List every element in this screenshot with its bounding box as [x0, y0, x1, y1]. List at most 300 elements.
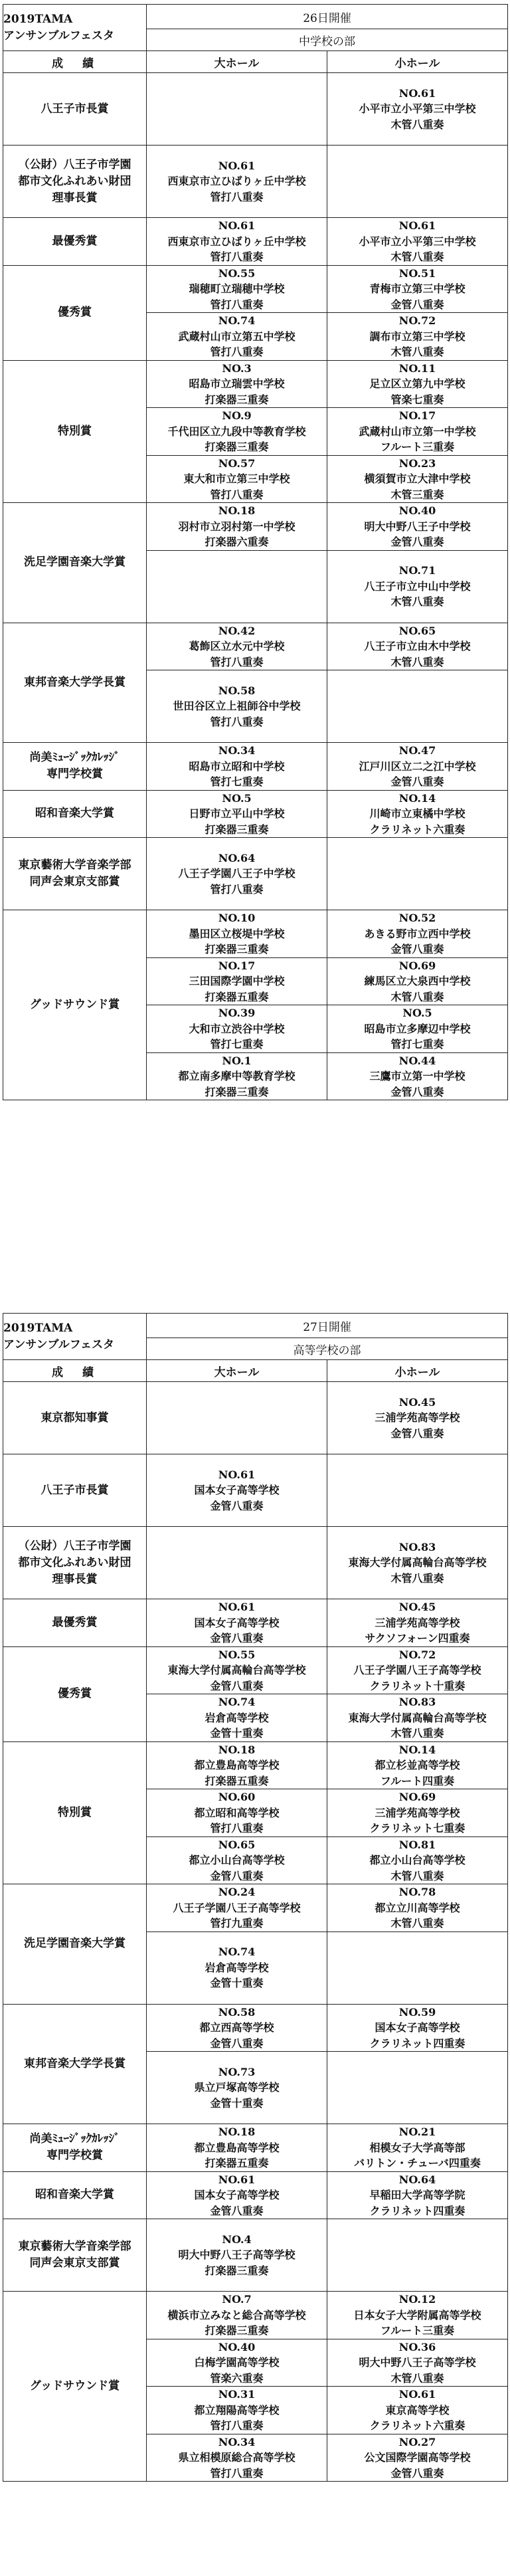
award-name: [3, 146, 147, 218]
ensemble-type: 管打八重奏: [210, 882, 264, 896]
school-name: 東京高等学校: [385, 2403, 450, 2417]
award-name-line: （公財）八王子市学園: [18, 1539, 131, 1553]
entry-number: NO.5: [402, 1007, 432, 1019]
award-name-line: 特別賞: [58, 424, 92, 438]
ensemble-type: 金管八重奏: [390, 943, 444, 955]
award-name: [3, 265, 147, 360]
school-name: 都立西高等学校: [199, 2021, 274, 2034]
small-hall-entry: [327, 2004, 508, 2052]
large-hall-entry: [147, 1646, 327, 1694]
ensemble-type: 打楽器三重奏: [205, 823, 269, 836]
ensemble-type: 金管八重奏: [390, 1085, 444, 1098]
entry-number: NO.1: [222, 1054, 252, 1067]
entry-number: NO.21: [398, 2126, 436, 2138]
ensemble-type: 管打八重奏: [210, 2419, 264, 2432]
school-name: 小平市立小平第三中学校: [359, 235, 476, 248]
large-hall-entry: [147, 1382, 327, 1454]
entry-number: NO.61: [218, 1468, 256, 1481]
award-name: [3, 1454, 147, 1527]
large-hall-entry: [147, 1932, 327, 2004]
school-name: 江戸川区立二之江中学校: [359, 759, 476, 773]
award-row: [3, 790, 508, 838]
award-name-line: 特別賞: [58, 1805, 92, 1819]
school-name: 都立豊島高等学校: [194, 1759, 280, 1771]
small-hall-entry: [327, 1454, 508, 1527]
small-hall-entry: [327, 2387, 508, 2434]
ensemble-type: 金管八重奏: [390, 536, 444, 548]
large-hall-entry: [147, 2171, 327, 2219]
large-hall-entry: [147, 2339, 327, 2387]
school-name: 練馬区立大泉西中学校: [364, 975, 471, 987]
ensemble-type: 管打八重奏: [210, 250, 264, 263]
award-name: [3, 838, 147, 910]
entry-number: NO.40: [398, 504, 436, 517]
festival-name-line: 2019TAMA: [3, 12, 73, 26]
header-row-date: [3, 1314, 508, 1338]
award-name: [3, 1646, 147, 1741]
small-hall-entry: [327, 2171, 508, 2219]
entry-number: NO.14: [398, 1743, 436, 1756]
school-name: 公文国際学園高等学校: [364, 2451, 471, 2464]
award-name-line: 八王子市長賞: [41, 102, 109, 116]
entry-number: NO.55: [218, 266, 256, 280]
school-name: 葛飾区立水元中学校: [189, 640, 285, 652]
entry-number: NO.34: [218, 744, 256, 757]
large-hall-entry: [147, 743, 327, 791]
large-hall-entry: [147, 360, 327, 408]
results-table-high-school: [3, 1313, 508, 2482]
award-name-line: 八王子市長賞: [41, 1483, 109, 1497]
ensemble-type: 金管八重奏: [210, 2204, 264, 2217]
entry-number: NO.14: [398, 791, 436, 805]
award-row: [3, 1884, 508, 1932]
entry-number: NO.18: [218, 2126, 256, 2138]
large-hall-entry: [147, 1836, 327, 1884]
award-name-line: グッドサウンド賞: [29, 998, 120, 1011]
school-name: 岩倉高等学校: [205, 1711, 269, 1724]
table-body: [3, 1314, 508, 2482]
award-name-line: 最優秀賞: [52, 234, 98, 248]
large-hall-entry: [147, 790, 327, 838]
award-name-line: （公財）八王子市学園: [18, 157, 131, 171]
small-hall-entry: [327, 550, 508, 623]
ensemble-type: 管打七重奏: [210, 1038, 264, 1050]
large-hall-entry: [147, 1884, 327, 1932]
large-hall-entry: [147, 2387, 327, 2434]
ensemble-type: 管打八重奏: [210, 655, 264, 668]
small-hall-entry: [327, 503, 508, 551]
school-name: 八王子学園八王子高等学校: [353, 1664, 481, 1676]
award-name: [3, 73, 147, 146]
entry-number: NO.40: [218, 2340, 256, 2353]
award-name: [3, 1741, 147, 1884]
ensemble-type: 打楽器三重奏: [205, 943, 269, 955]
small-hall-entry: [327, 670, 508, 743]
award-row: [3, 265, 508, 313]
award-row: [3, 1599, 508, 1647]
award-name: [3, 743, 147, 791]
large-hall-entry: [147, 957, 327, 1005]
ensemble-type: 木管八重奏: [390, 1727, 444, 1739]
school-name: 武蔵村山市立第一中学校: [359, 425, 476, 438]
school-name: 都立杉並高等学校: [375, 1759, 460, 1771]
small-hall-entry: [327, 1052, 508, 1100]
results-header: 成 績: [3, 51, 147, 73]
entry-number: NO.69: [398, 959, 436, 972]
small-hall-entry: [327, 313, 508, 361]
ensemble-type: クラリネット十重奏: [369, 1679, 466, 1692]
award-name: [3, 623, 147, 743]
award-row: [3, 360, 508, 408]
large-hall-entry: [147, 550, 327, 623]
festival-name-line: 2019TAMA: [3, 1321, 73, 1335]
division-label: 中学校の部: [147, 29, 508, 51]
school-name: 三鷹市立第一中学校: [369, 1070, 466, 1082]
ensemble-type: 打楽器三重奏: [205, 1085, 269, 1098]
small-hall-entry: [327, 1646, 508, 1694]
small-hall-entry: [327, 265, 508, 313]
award-name: [3, 2219, 147, 2292]
award-row: [3, 503, 508, 551]
school-name: 調布市立第三中学校: [369, 330, 466, 343]
ensemble-type: 打楽器三重奏: [205, 2264, 269, 2277]
award-name: [3, 1527, 147, 1599]
school-name: 県立相模原総合高等学校: [178, 2451, 296, 2464]
ensemble-type: クラリネット六重奏: [369, 2419, 466, 2432]
large-hall-entry: [147, 1527, 327, 1599]
school-name: 都立小山台高等学校: [369, 1854, 466, 1866]
large-hall-entry: [147, 2219, 327, 2292]
award-name-line: 優秀賞: [58, 1687, 92, 1700]
school-name: 足立区立第九中学校: [369, 377, 466, 390]
school-name: 都立南多摩中等教育学校: [178, 1070, 296, 1082]
entry-number: NO.3: [222, 361, 252, 375]
award-name: [3, 1382, 147, 1454]
small-hall-entry: [327, 360, 508, 408]
small-hall-entry: [327, 218, 508, 266]
entry-number: NO.61: [398, 86, 436, 100]
ensemble-type: 管打八重奏: [210, 346, 264, 358]
ensemble-type: 管打八重奏: [210, 1822, 264, 1834]
ensemble-type: 管打八重奏: [210, 715, 264, 728]
small-hall-entry: [327, 2219, 508, 2292]
entry-number: NO.17: [218, 959, 256, 972]
ensemble-type: フルート四重奏: [380, 1774, 455, 1787]
ensemble-type: 木管八重奏: [390, 595, 444, 609]
award-row: [3, 73, 508, 146]
award-row: [3, 1454, 508, 1527]
entry-number: NO.9: [222, 409, 252, 422]
school-name: あきる野市立西中学校: [364, 927, 471, 940]
small-hall-entry: [327, 957, 508, 1005]
school-name: 八王子学園八王子高等学校: [173, 1901, 301, 1914]
ensemble-type: 木管八重奏: [390, 1917, 444, 1930]
ensemble-type: 打楽器五重奏: [205, 2157, 269, 2169]
school-name: 八王子市立由木中学校: [364, 640, 471, 652]
ensemble-type: サクソフォーン四重奏: [365, 1632, 470, 1644]
school-name: 東大和市立第三中学校: [183, 472, 290, 485]
results-header: 成 績: [3, 1360, 147, 1382]
award-row: [3, 623, 508, 670]
award-name-line: グッドサウンド賞: [29, 2379, 120, 2393]
entry-number: NO.52: [398, 912, 436, 924]
small-hall-entry: [327, 1694, 508, 1742]
award-name-line: 昭和音楽大学賞: [35, 807, 114, 821]
festival-name-line: アンサンブルフェスタ: [3, 1338, 114, 1351]
school-name: 八王子学園八王子中学校: [178, 867, 296, 880]
school-name: 日本女子大学附属高等学校: [353, 2308, 481, 2322]
results-table-junior-high: [3, 4, 508, 1100]
ensemble-type: クラリネット四重奏: [369, 2036, 466, 2050]
small-hall-entry: [327, 838, 508, 910]
school-name: 三浦学苑高等学校: [375, 1806, 460, 1819]
large-hall-entry: [147, 2052, 327, 2124]
small-hall-entry: [327, 2292, 508, 2339]
entry-number: NO.83: [398, 1540, 436, 1553]
award-name: [3, 1884, 147, 2005]
ensemble-type: フルート三重奏: [380, 2324, 455, 2337]
entry-number: NO.18: [218, 504, 256, 517]
school-name: 明大中野八王子高等学校: [178, 2248, 296, 2262]
ensemble-type: 管打七重奏: [390, 1038, 444, 1050]
entry-number: NO.71: [398, 564, 436, 577]
award-name: [3, 503, 147, 623]
award-name-line: 同声会東京支部賞: [29, 2256, 120, 2270]
school-name: 日野市立平山中学校: [189, 807, 285, 820]
entry-number: NO.74: [218, 1696, 256, 1708]
entry-number: NO.61: [398, 219, 436, 232]
school-name: 都立小山台高等学校: [189, 1854, 285, 1866]
award-name: [3, 360, 147, 503]
large-hall-entry: [147, 313, 327, 361]
header-row-date: [3, 5, 508, 29]
school-name: 大和市立渋谷中学校: [189, 1022, 285, 1035]
small-hall-entry: [327, 790, 508, 838]
school-name: 昭島市立昭和中学校: [189, 759, 285, 773]
small-hall-entry: [327, 2124, 508, 2172]
award-name: [3, 218, 147, 266]
small-hall-entry: [327, 146, 508, 218]
school-name: 三浦学苑高等学校: [375, 1411, 460, 1425]
award-row: [3, 2219, 508, 2292]
small-hall-entry: [327, 743, 508, 791]
award-row: [3, 1646, 508, 1694]
entry-number: NO.24: [218, 1886, 256, 1898]
ensemble-type: 管打八重奏: [210, 2466, 264, 2480]
entry-number: NO.72: [398, 314, 436, 327]
award-name-line: 洗足学園音楽大学賞: [24, 1937, 126, 1951]
ensemble-type: 木管八重奏: [390, 1869, 444, 1882]
entry-number: NO.11: [398, 361, 436, 375]
small-hall-entry: [327, 1884, 508, 1932]
award-row: [3, 1382, 508, 1454]
small-hall-entry: [327, 1382, 508, 1454]
school-name: 早稲田大学高等学院: [369, 2189, 466, 2201]
ensemble-type: 木管八重奏: [390, 655, 444, 668]
ensemble-type: 打楽器六重奏: [205, 536, 269, 548]
small-hall-entry: [327, 73, 508, 146]
award-name-line: 東邦音楽大学学長賞: [24, 675, 126, 689]
ensemble-type: バリトン・チューバ四重奏: [354, 2157, 481, 2169]
school-name: 国本女子高等学校: [194, 1484, 280, 1497]
small-hall-entry: [327, 1527, 508, 1599]
ensemble-type: 管打九重奏: [210, 1917, 264, 1930]
entry-number: NO.45: [398, 1601, 436, 1613]
ensemble-type: 管打八重奏: [210, 488, 264, 501]
header-row-halls: [3, 51, 508, 73]
ensemble-type: 金管八重奏: [210, 1869, 264, 1882]
large-hall-entry: [147, 73, 327, 146]
large-hall-entry: [147, 408, 327, 456]
entry-number: NO.59: [398, 2005, 436, 2019]
ensemble-type: 管打八重奏: [210, 190, 264, 203]
ensemble-type: 金管八重奏: [210, 2036, 264, 2050]
large-hall-entry: [147, 1052, 327, 1100]
entry-number: NO.47: [398, 744, 436, 757]
award-name-line: 東京都知事賞: [41, 1411, 109, 1425]
entry-number: NO.74: [218, 1945, 256, 1959]
entry-number: NO.5: [222, 791, 252, 805]
large-hall-entry: [147, 670, 327, 743]
award-name-line: 昭和音楽大学賞: [35, 2188, 114, 2202]
small-hall-entry: [327, 1789, 508, 1837]
ensemble-type: 金管十重奏: [210, 1977, 264, 1990]
entry-number: NO.23: [398, 456, 436, 470]
entry-number: NO.57: [218, 456, 256, 470]
entry-number: NO.69: [398, 1791, 436, 1803]
award-name-line: 専門学校賞: [46, 767, 103, 781]
award-name: [3, 790, 147, 838]
award-name-line: 東京藝術大学音楽学部: [18, 2240, 131, 2253]
school-name: 県立戸塚高等学校: [194, 2081, 280, 2094]
header-row-halls: [3, 1360, 508, 1382]
ensemble-type: 金管八重奏: [210, 1499, 264, 1512]
ensemble-type: 木管八重奏: [390, 346, 444, 358]
school-name: 明大中野八王子中学校: [364, 520, 471, 533]
entry-number: NO.61: [218, 219, 256, 232]
entry-number: NO.7: [222, 2293, 252, 2306]
ensemble-type: クラリネット七重奏: [369, 1822, 466, 1834]
festival-name-line: アンサンブルフェスタ: [3, 29, 114, 43]
award-row: [3, 743, 508, 791]
award-row: [3, 1527, 508, 1599]
ensemble-type: 木管八重奏: [390, 2371, 444, 2385]
large-hall-entry: [147, 1599, 327, 1647]
entry-number: NO.60: [218, 1791, 256, 1803]
division-label: 高等学校の部: [147, 1338, 508, 1360]
entry-number: NO.61: [398, 2388, 436, 2401]
entry-number: NO.42: [218, 624, 256, 637]
award-name-line: 尚美ﾐｭｰｼﾞｯｸｶﾚｯｼﾞ: [29, 751, 120, 765]
entry-number: NO.61: [218, 2173, 256, 2186]
school-name: 横浜市立みなと総合高等学校: [167, 2308, 306, 2322]
small-hall-entry: [327, 455, 508, 503]
small-hall-entry: [327, 910, 508, 958]
school-name: 三浦学苑高等学校: [375, 1616, 460, 1629]
ensemble-type: 打楽器三重奏: [205, 2324, 269, 2337]
entry-number: NO.72: [398, 1648, 436, 1661]
award-name-line: 同声会東京支部賞: [29, 875, 120, 888]
ensemble-type: 木管八重奏: [390, 118, 444, 131]
ensemble-type: 金管八重奏: [210, 1632, 264, 1644]
entry-number: NO.64: [398, 2173, 436, 2186]
school-name: 昭島市立瑞雲中学校: [189, 377, 285, 390]
large-hall-entry: [147, 503, 327, 551]
large-hall-entry: [147, 910, 327, 958]
entry-number: NO.65: [218, 1838, 256, 1851]
hall-large-header: 大ホール: [147, 1360, 327, 1382]
entry-number: NO.18: [218, 1743, 256, 1756]
school-name: 瑞穂町立瑞穂中学校: [189, 282, 285, 295]
ensemble-type: 打楽器三重奏: [205, 393, 269, 406]
award-name-line: 都市文化ふれあい財団: [18, 174, 131, 188]
entry-number: NO.34: [218, 2435, 256, 2448]
award-name: [3, 2004, 147, 2124]
entry-number: NO.55: [218, 1648, 256, 1661]
school-name: 世田谷区立上祖師谷中学校: [173, 700, 301, 713]
school-name: 東海大学付属高輪台高等学校: [167, 1664, 306, 1676]
small-hall-entry: [327, 1836, 508, 1884]
ensemble-type: クラリネット六重奏: [369, 823, 466, 836]
event-date: 27日開催: [147, 1314, 508, 1338]
ensemble-type: 打楽器五重奏: [205, 1774, 269, 1787]
entry-number: NO.27: [398, 2435, 436, 2448]
ensemble-type: 金管十重奏: [210, 1727, 264, 1739]
school-name: 都立翔陽高等学校: [194, 2403, 280, 2417]
award-name-line: 洗足学園音楽大学賞: [24, 555, 126, 569]
school-name: 西東京市立ひばりヶ丘中学校: [167, 235, 306, 248]
hall-large-header: 大ホール: [147, 51, 327, 73]
large-hall-entry: [147, 2434, 327, 2482]
large-hall-entry: [147, 1694, 327, 1742]
award-name: [3, 2292, 147, 2482]
school-name: 都立昭和高等学校: [194, 1806, 280, 1819]
table-body: [3, 5, 508, 1100]
ensemble-type: 金管八重奏: [390, 775, 444, 788]
entry-number: NO.74: [218, 314, 256, 327]
large-hall-entry: [147, 1005, 327, 1053]
award-name-line: 理事長賞: [52, 1572, 98, 1586]
award-name: [3, 910, 147, 1100]
school-name: 国本女子高等学校: [194, 2189, 280, 2201]
large-hall-entry: [147, 146, 327, 218]
school-name: 川崎市立東橘中学校: [369, 807, 466, 820]
award-name: [3, 1599, 147, 1647]
ensemble-type: 木管三重奏: [390, 488, 444, 501]
ensemble-type: 管打八重奏: [210, 298, 264, 311]
ensemble-type: 打楽器三重奏: [205, 441, 269, 453]
school-name: 西東京市立ひばりヶ丘中学校: [167, 175, 306, 188]
ensemble-type: 管打七重奏: [210, 775, 264, 788]
entry-number: NO.31: [218, 2388, 256, 2401]
event-date: 26日開催: [147, 5, 508, 29]
award-row: [3, 146, 508, 218]
school-name: 武蔵村山市立第五中学校: [178, 330, 296, 343]
large-hall-entry: [147, 2124, 327, 2172]
school-name: 三田国際学園中学校: [189, 975, 285, 987]
large-hall-entry: [147, 218, 327, 266]
large-hall-entry: [147, 265, 327, 313]
festival-name: [3, 1314, 147, 1360]
large-hall-entry: [147, 1454, 327, 1527]
school-name: 小平市立小平第三中学校: [359, 102, 476, 116]
ensemble-type: 木管八重奏: [390, 1571, 444, 1585]
award-row: [3, 838, 508, 910]
award-name-line: 尚美ﾐｭｰｼﾞｯｸｶﾚｯｼﾞ: [29, 2132, 120, 2146]
award-name-line: 専門学校賞: [46, 2149, 103, 2163]
large-hall-entry: [147, 1789, 327, 1837]
large-hall-entry: [147, 623, 327, 670]
